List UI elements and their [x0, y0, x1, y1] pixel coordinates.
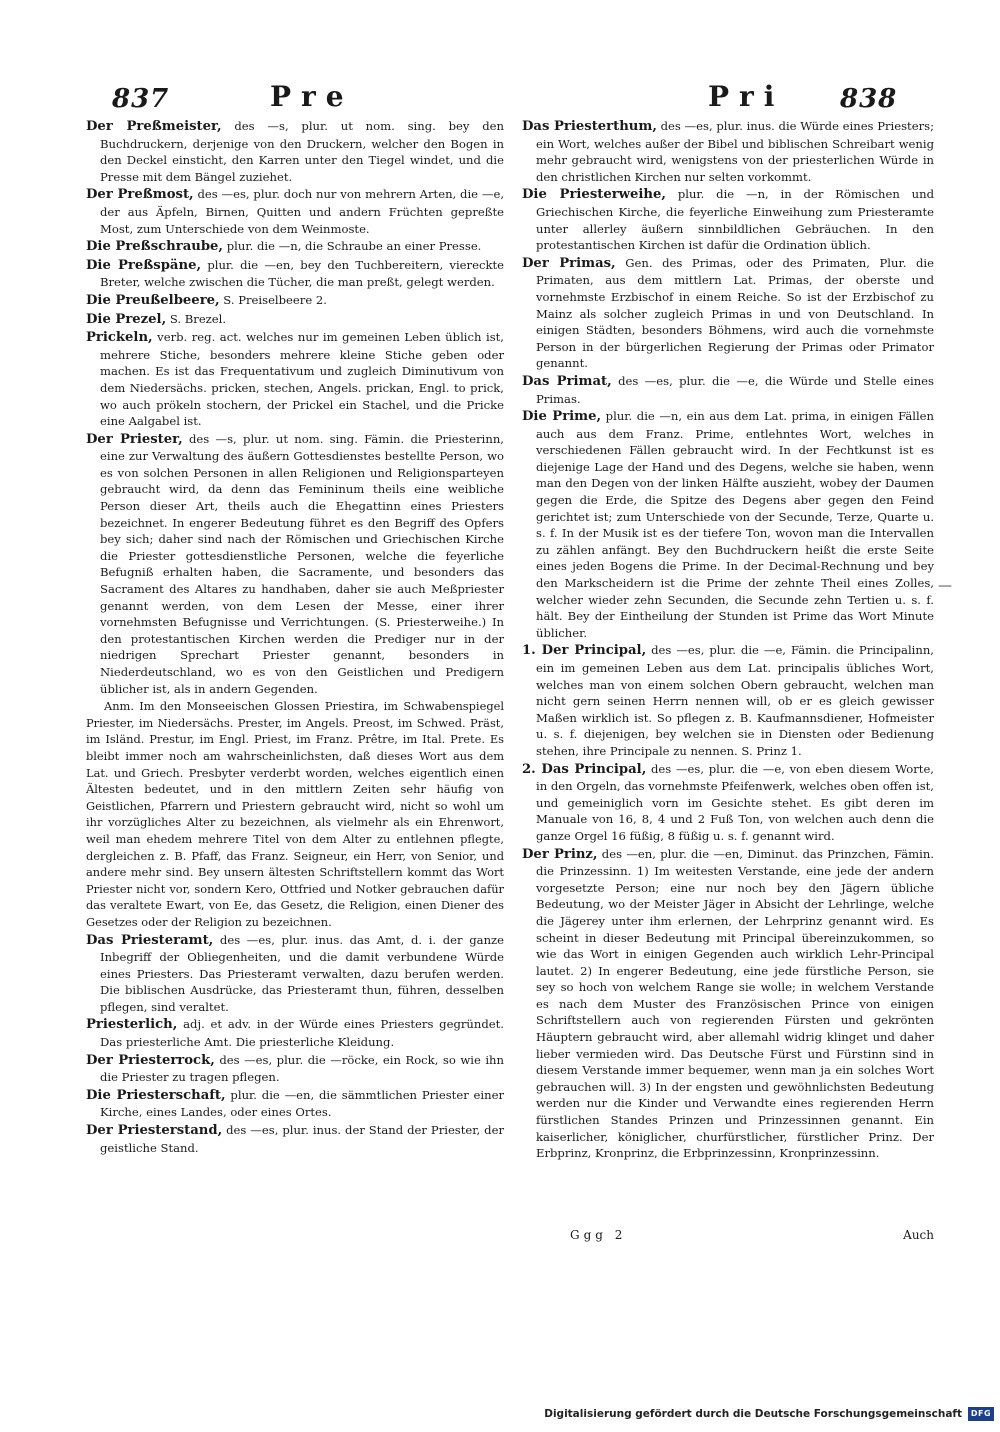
entry-definition: plur. die —n, die Schraube an einer Presse.: [223, 239, 482, 254]
left-page-number: 837: [112, 84, 170, 114]
signature-mark: Ggg 2: [570, 1228, 627, 1242]
right-column: [522, 118, 934, 1163]
dictionary-entry: [86, 1052, 504, 1086]
entry-headword: Die Prime,: [522, 409, 602, 425]
dictionary-entry: [86, 238, 504, 256]
dictionary-entry: [522, 642, 934, 759]
entry-headword: Der Priesterstand,: [86, 1123, 223, 1139]
entry-definition: des —s, plur. ut nom. sing. Fämin. die Priesterinn, eine zur Verwaltung des äußern Gottesdienstes bestellte Person, wo es von solchen Personen in allen Religionen und Religionsparteyen gebraucht wird, da denn das Femininum theils eine weibliche Person dieser Art, theils auch die Ehegattinn eines Priesters bezeichnet. In engerer Bedeutung führet es den Begriff des Opfers bey sich; daher sind nach der Römischen und Griechischen Kirche die Priester gottesdienstliche Personen, welche die feyerliche Befugniß erhalten haben, die Sacramente, und besonders das Sacrament des Altares zu handhaben, daher sie auch Meßpriester genannt werden, von dem Lesen der Messe, einer ihrer vornehmsten Befugnisse und Verrichtungen. (S. Priesterweihe.) In den protestantischen Kirchen werden die Prediger nur in der niedrigen Sprechart Priester genannt, besonders in Niederdeutschland, wo es von den Geistlichen und Predigern üblicher ist, als in andern Gegenden.: [100, 431, 504, 696]
entry-definition: des —es, plur. inus. die Würde eines Priesters; ein Wort, welches außer der Bibel und biblischen Schreibart wenig mehr gebraucht wird, wenigstens von der priesterlichen Würde in den christlichen Kirchen nur selten vorkommt.: [536, 119, 934, 184]
entry-headword: Priesterlich,: [86, 1017, 178, 1033]
entry-headword: Der Prinz,: [522, 846, 598, 862]
entry-headword: Die Preußelbeere,: [86, 292, 220, 308]
entry-definition: des —es, plur. die —e, die Würde und Stelle eines Primas.: [536, 373, 934, 406]
margin-mark: —: [938, 578, 952, 594]
entry-headword: Der Priester,: [86, 431, 183, 447]
dictionary-entry: [86, 257, 504, 291]
entry-definition: plur. die —n, ein aus dem Lat. prima, in einigen Fällen auch aus dem Franz. Prime, entlehntes Wort, welches in verschiedenen Fällen gebraucht wird. In der Fechtkunst ist es diejenige Lage der Hand und des Degens, welche sie haben, wenn man den Degen von der linken Hälfte auszieht, wobey der Daumen gegen die Erde, die Spitze des Degens aber gegen den Feind gerichtet ist; zum Unterschiede von der Secunde, Terze, Quarte u. s. f. In der Musik ist es der tiefere Ton, wovon man die Intervallen zu zählen anfängt. Bey den Buchdruckern heißt die erste Seite eines jeden Bogens die Prime. In der Decimal-Rechnung und bey den Markscheidern ist die Prime der zehnte Theil eines Zolles, welcher wieder zehn Secunden, die Secunde zehn Tertien u. s. f. hält. Bey der Eintheilung der Stunden ist Prime das Wort Minute üblicher.: [536, 409, 935, 640]
catchword: Auch: [903, 1228, 934, 1242]
entry-definition: des —s, plur. ut nom. sing. bey den Buchdruckern, derjenige von den Druckern, welcher den Bogen in den Deckel einsticht, den Karren unter den Tiegel windet, und die Presse mit dem Bängel zuziehet.: [100, 119, 504, 184]
entry-headword: Der Preßmeister,: [86, 119, 222, 134]
dictionary-entry: [86, 932, 504, 1016]
entry-headword: Das Primat,: [522, 373, 612, 389]
entry-definition: plur. die —en, bey den Tuchbereitern, viereckte Breter, welche zwischen die Tücher, die man preßt, gelegt werden.: [100, 257, 504, 290]
dictionary-entry: [86, 1122, 504, 1156]
dictionary-entry: [86, 292, 504, 310]
entry-definition: des —es, plur. inus. das Amt, d. i. der ganze Inbegriff der Obliegenheiten, und die damit verbundene Würde eines Priesters. Das Priesteramt verwalten, dazu berufen werden. Die biblischen Ausdrücke, das Priesteramt thun, führen, desselben pflegen, sind veraltet.: [100, 932, 505, 1014]
entry-definition: adj. et adv. in der Würde eines Priesters gegründet. Das priesterliche Amt. Die priesterliche Kleidung.: [100, 1017, 504, 1050]
entry-definition: Gen. des Primas, oder des Primaten, Plur. die Primaten, aus dem mittlern Lat. Primas, der oberste und vornehmste Erzbischof in einem Reiche. So ist der Erzbischof zu Mainz als solcher zugleich Primas in und von Deutschland. In einigen Städten, besonders Böhmens, wird auch die vornehmste Person in der bürgerlichen Regierung der Primas oder Primator genannt.: [536, 255, 934, 371]
entry-headword: Die Prezel,: [86, 311, 167, 327]
entry-headword: Prickeln,: [86, 330, 153, 346]
entry-definition: des —es, plur. doch nur von mehrern Arten, die —e, der aus Äpfeln, Birnen, Quitten und andern Früchten gepreßte Most, zum Unterschiede von dem Weinmoste.: [100, 187, 505, 236]
entry-definition: S. Brezel.: [166, 311, 227, 326]
right-page-number: 838: [840, 84, 898, 114]
entry-definition: des —es, plur. die —röcke, ein Rock, so wie ihn die Priester zu tragen pflegen.: [100, 1052, 504, 1085]
entry-headword: Die Priesterweihe,: [522, 187, 666, 203]
entry-definition: des —es, plur. die —e, von eben diesem Worte, in den Orgeln, das vornehmste Pfeifenwerk, welches oben offen ist, und gemeiniglich vorn im Gesichte stehet. Es gibt deren im Manuale von 16, 8, 4 und 2 Fuß Ton, von welchen auch denn die ganze Orgel 16 füßig, 8 füßig u. s. f. genannt wird.: [536, 761, 934, 843]
right-running-head: Pri: [708, 80, 785, 113]
dictionary-entry: [522, 846, 934, 1162]
entry-definition: des —es, plur. die —e, Fämin. die Principalinn, ein im gemeinen Leben aus dem Lat. principalis übliches Wort, welches man von einem solchen Obern gebraucht, welchen man nicht gern seinen Herrn nennen will, ob er es gleich gewisser Maßen wirklich ist. So pflegen z. B. Kaufmannsdiener, Hofmeister u. s. f. diejenigen, bey welchen sie in Diensten oder Bedienung stehen, ihre Principale zu nennen. S. Prinz 1.: [536, 643, 934, 758]
left-column: [86, 118, 504, 1157]
dictionary-entry: [86, 329, 504, 430]
dictionary-entry: [522, 186, 934, 253]
footer-credit: Digitalisierung gefördert durch die Deutsche Forschungsgemeinschaft: [544, 1408, 962, 1420]
entry-headword: Das Priesteramt,: [86, 932, 214, 948]
entry-headword: Die Preßschraube,: [86, 239, 224, 255]
dictionary-entry: [522, 761, 934, 845]
entry-headword: Der Primas,: [522, 255, 616, 271]
entry-headword: Die Priesterschaft,: [86, 1087, 226, 1103]
dictionary-entry: [86, 1087, 504, 1121]
dictionary-entry: [86, 431, 504, 698]
entry-definition: des —en, plur. die —en, Diminut. das Prinzchen, Fämin. die Prinzessinn. 1) Im weitesten Verstande, eine jede der andern vorgesetzte Person; eine nur noch bey den Jägern übliche Bedeutung, wo der Meister Jäger in Absicht der Lehrlinge, welche die Jägerey unter ihm erlernen, der Lehrprinz genannt wird. Es scheint in dieser Bedeutung mit Principal übereinzukommen, so wie das Wort in einigen Gegenden auch wirklich Lehr-Principal lautet. 2) In engerer Bedeutung, eine jede fürstliche Person, sie sey so hoch von welchem Range sie wolle; in welchem Verstande es nach dem Muster des Französischen Prince von einigen Schriftstellern auch von regierenden Fürsten und gekrönten Häuptern gebraucht wird, aber allemahl widrig klinget und daher lieber vermieden wird. Das Deutsche Fürst und Fürstinn sind in diesem Verstande immer bequemer, wenn man ja ein solches Wort gebrauchen will. 3) In der engsten und gewöhnlichsten Bedeutung werden nur die Kinder und Verwandte eines regierenden Herrn fürstlichen Standes Prinzen und Prinzessinnen genannt. Ein kaiserlicher, königlicher, churfürstlicher, fürstlicher Prinz. Der Erbprinz, Kronprinz, die Erbprinzessinn, Kronprinzessinn.: [536, 846, 934, 1161]
entry-headword: Der Preßmost,: [86, 187, 194, 203]
entry-headword: Das Priesterthum,: [522, 119, 657, 134]
entry-headword: 2. Das Principal,: [522, 761, 647, 777]
dictionary-entry: [86, 311, 504, 329]
dictionary-entry: [522, 255, 934, 372]
dictionary-entry: [86, 186, 504, 237]
dfg-logo-icon: DFG: [968, 1407, 994, 1421]
dictionary-entry: [522, 118, 934, 185]
entry-headword: Der Priesterrock,: [86, 1052, 215, 1068]
dictionary-entry: [86, 1016, 504, 1050]
entry-note: Anm. Im den Monseeischen Glossen Priestira, im Schwabenspiegel Priester, im Niedersächs. Prester, im Angels. Preost, im Schwed. Präst, im Isländ. Prestur, im Engl. Priest, im Franz. Prêtre, im Ital. Prete. Es bleibt immer noch am wahrscheinlichsten, daß dieses Wort aus dem Lat. und Griech. Presbyter verderbt worden, welches eigentlich einen Ältesten bedeutet, und in den mittlern Zeiten sehr häufig von Geistlichen, Pfarrern und Priestern gebraucht wird, nicht so wohl um ihr vorzügliches Alter zu bezeichnen, als vielmehr als ein Ehrenwort, weil man ehedem mehrere Titel von dem Alter zu entlehnen pflegte, dergleichen z. B. Pfaff, das Franz. Seigneur, ein Herr, von Senior, und andere mehr sind. Bey unsern ältesten Schriftstellern kommt das Wort Priester nicht vor, sondern Kero, Ottfried und Notker gebrauchen dafür das veraltete Ewart, von Ee, das Gesetz, die Religion, einen Diener des Gesetzes oder der Religion zu bezeichnen.: [86, 699, 504, 929]
entry-definition: des —es, plur. inus. der Stand der Priester, der geistliche Stand.: [100, 1123, 504, 1155]
digitization-footer: [544, 1405, 994, 1423]
entry-headword: 1. Der Principal,: [522, 643, 647, 659]
dictionary-entry: [86, 118, 504, 185]
entry-definition: S. Preiselbeere 2.: [219, 292, 327, 307]
dictionary-entry: [522, 408, 934, 641]
left-running-head: Pre: [270, 80, 354, 113]
entry-definition: plur. die —n, in der Römischen und Griechischen Kirche, die feyerliche Einweihung zum Priesteramte unter allerley äußern sinnbildlichen Gebräuchen. In den protestantischen Kirchen ist dafür die Ordination üblich.: [536, 187, 934, 253]
entry-definition: plur. die —en, die sämmtlichen Priester einer Kirche, eines Landes, oder eines Ortes.: [100, 1087, 504, 1120]
dictionary-entry: [522, 373, 934, 407]
entry-headword: Die Preßspäne,: [86, 257, 202, 273]
entry-definition: verb. reg. act. welches nur im gemeinen Leben üblich ist, mehrere Stiche, besonders mehrere kleine Stiche geben oder machen. Es ist das Frequentativum und zugleich Diminutivum von dem Niedersächs. pricken, stechen, Angels. prickan, Engl. to prick, wo auch prökeln stochern, der Prickel ein Stachel, und die Pricke eine Aalgabel ist.: [100, 330, 504, 429]
